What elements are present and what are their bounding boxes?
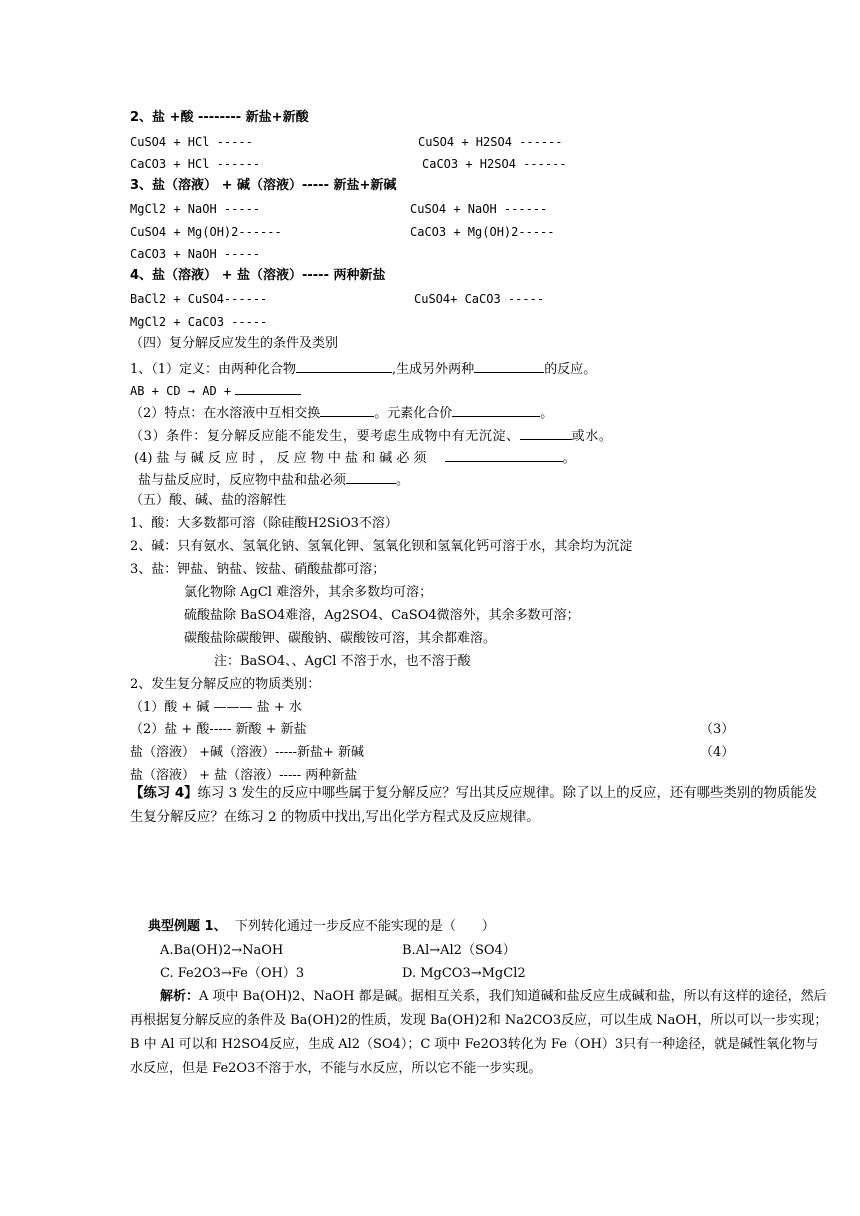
- base-solubility: 2、碱：只有氨水、氢氧化钠、氢氧化钾、氢氧化钡和氢氧化钙可溶于水，其余均为沉淀: [130, 539, 633, 554]
- reaction-line: CuSO4 + H2SO4 ------: [418, 135, 563, 149]
- reaction-line: CaCO3 + HCl ------: [130, 157, 261, 171]
- option-a: A.Ba(OH)2→NaOH: [160, 943, 284, 958]
- reaction-line: BaCl2 + CuSO4------: [130, 292, 268, 306]
- blank: [474, 360, 544, 373]
- condition-text: （3）条件：复分解反应能不能发生，要考虑生成物中有无沉淀、: [130, 429, 520, 444]
- salt-solubility: 3、盐：钾盐、钠盐、铵盐、硝酸盐都可溶；: [130, 562, 386, 577]
- reaction-type-number: （3）: [700, 722, 735, 737]
- reaction-line: CuSO4 + Mg(OH)2------: [130, 225, 282, 239]
- definition-text: ,生成另外两种: [392, 362, 475, 377]
- section-3-title: 3、盐（溶液） + 碱（溶液）----- 新盐+新碱: [130, 178, 397, 193]
- reaction-type: （2）盐 + 酸----- 新酸 + 新盐: [130, 722, 307, 737]
- reaction-type: （1）酸 + 碱 ——— 盐 + 水: [130, 700, 302, 715]
- definition-line: [130, 360, 596, 378]
- reaction-types-heading: 2、发生复分解反应的物质类别：: [130, 677, 321, 692]
- blank: [320, 404, 374, 417]
- condition-line: [130, 427, 612, 445]
- condition-text: 。: [396, 473, 410, 488]
- condition-text: (4) 盐 与 碱 反 应 时 ， 反 应 物 中 盐 和 碱 必 须: [134, 451, 427, 466]
- blank: [296, 360, 392, 373]
- practice-text: 练习 3 发生的反应中哪些属于复分解反应？写出其反应规律。除了以上的反应，还有哪些类别的物质能发生复分解反应？在练习 2 的物质中找出,写出化学方程式及反应规律。: [130, 786, 818, 825]
- reaction-type: 盐（溶液） +碱（溶液）-----新盐+ 新碱: [130, 745, 365, 760]
- reaction-line: CaCO3 + H2SO4 ------: [422, 157, 567, 171]
- blank: [346, 471, 396, 484]
- example-label: 典型例题 1、: [148, 919, 227, 934]
- analysis-label: 解析：: [160, 989, 200, 1004]
- condition-5-line: [138, 471, 409, 489]
- formula-text: AB + CD → AD +: [130, 384, 232, 398]
- reaction-line: CuSO4 + NaOH ------: [410, 202, 548, 216]
- condition-4-line: [134, 449, 576, 467]
- reaction-line: CuSO4+ CaCO3 -----: [414, 292, 545, 306]
- reaction-line: MgCl2 + NaOH -----: [130, 202, 261, 216]
- practice-label: 【练习 4】: [130, 786, 198, 801]
- section-4-title: 4、盐（溶液） + 盐（溶液）----- 两种新盐: [130, 268, 386, 283]
- condition-text: 或水。: [571, 429, 613, 444]
- section-2-title: 2、盐 +酸 -------- 新盐+新酸: [130, 110, 309, 125]
- part-5-heading: （五）酸、碱、盐的溶解性: [130, 493, 287, 508]
- definition-text: 1、（1）定义：由两种化合物: [130, 362, 297, 377]
- reaction-line: CuSO4 + HCl -----: [130, 135, 253, 149]
- example-question: 下列转化通过一步反应不能实现的是（ ）: [234, 919, 495, 934]
- feature-text: 。: [540, 406, 554, 421]
- reaction-line: MgCl2 + CaCO3 -----: [130, 315, 268, 329]
- blank: [445, 449, 563, 462]
- analysis-paragraph: [130, 985, 830, 1081]
- reaction-line: CaCO3 + Mg(OH)2-----: [410, 225, 555, 239]
- analysis-text: A 项中 Ba(OH)2、NaOH 都是碱。据相互关系，我们知道碱和盐反应生成碱和盐，所以有这样的途径，然后再根据复分解反应的条件及 Ba(OH)2的性质，发现 Ba(OH)2和 Na2CO3反应，可以生成 NaOH，所以可以一步实现；B 中 Al 可以和 H2SO4反应，生成 Al2（SO4）；C 项中 Fe2O3转化为 Fe（OH）3只有一种途径，就是碱性氧化物与水反应，但是 Fe2O3不溶于水，不能与水反应，所以它不能一步实现。: [130, 989, 828, 1076]
- option-d: D. MgCO3→MgCl2: [402, 966, 526, 981]
- blank: [235, 382, 301, 395]
- part-4-heading: （四）复分解反应发生的条件及类别: [130, 336, 339, 351]
- option-b: B.Al→Al2（SO4）: [402, 943, 516, 958]
- feature-text: （2）特点：在水溶液中互相交换: [130, 406, 321, 421]
- acid-solubility: 1、酸：大多数都可溶（除硅酸H2SiO3不溶）: [130, 516, 398, 531]
- blank: [452, 404, 540, 417]
- condition-text: 盐与盐反应时，反应物中盐和盐必须: [138, 473, 347, 488]
- reaction-line: CaCO3 + NaOH -----: [130, 247, 261, 261]
- salt-rule: 氯化物除 AgCl 难溶外，其余多数均可溶；: [184, 585, 433, 600]
- option-c: C. Fe2O3→Fe（OH）3: [160, 966, 305, 981]
- condition-text: 。: [562, 451, 576, 466]
- solubility-note: 注：BaSO4、、AgCl 不溶于水，也不溶于酸: [214, 654, 471, 669]
- feature-text: 。元素化合价: [374, 406, 453, 421]
- definition-text: 的反应。: [544, 362, 597, 377]
- salt-rule: 碳酸盐除碳酸钾、碳酸钠、碳酸铵可溶，其余都难溶。: [184, 631, 497, 646]
- reaction-type-number: （4）: [700, 745, 735, 760]
- reaction-type: 盐（溶液） + 盐（溶液）----- 两种新盐: [130, 768, 358, 783]
- salt-rule: 硫酸盐除 BaSO4难溶，Ag2SO4、CaSO4微溶外，其余多数可溶；: [184, 608, 580, 623]
- formula-line: [130, 382, 301, 400]
- practice-4: [130, 782, 830, 830]
- blank: [520, 427, 572, 440]
- feature-line: [130, 404, 553, 422]
- example-question-line: [148, 919, 495, 935]
